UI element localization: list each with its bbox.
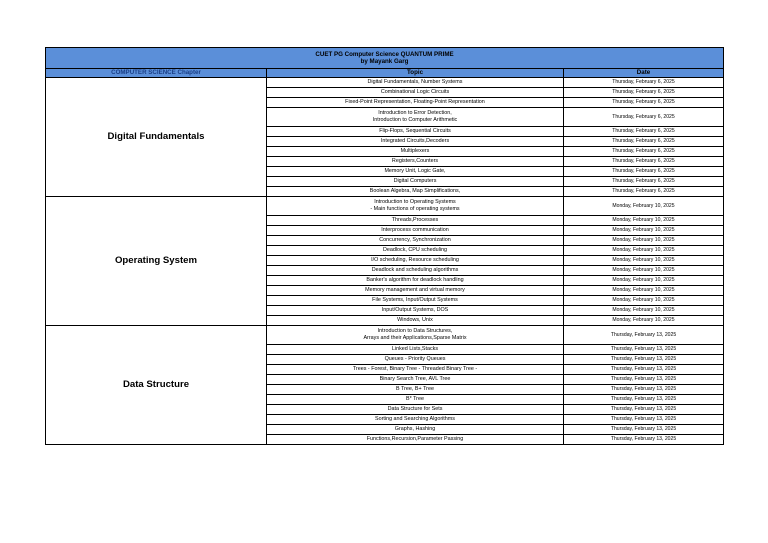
chapter-cell: Data Structure (46, 326, 267, 445)
topic-line: Memory management and virtual memory (365, 287, 465, 294)
date-cell: Monday, February 10, 2025 (564, 306, 724, 316)
date-cell: Monday, February 10, 2025 (564, 266, 724, 276)
topic-cell (267, 286, 564, 296)
topic-cell (267, 415, 564, 425)
topic-line: Binary Search Tree, AVL Tree (379, 376, 451, 383)
date-cell: Thursday, February 13, 2025 (564, 385, 724, 395)
date-cell: Monday, February 10, 2025 (564, 276, 724, 286)
date-cell: Thursday, February 13, 2025 (564, 326, 724, 345)
title-line-2: by Mayank Garg (360, 58, 409, 65)
topic-cell (267, 108, 564, 127)
date-cell: Thursday, February 13, 2025 (564, 425, 724, 435)
topic-cell (267, 127, 564, 137)
topic-line: Graphs, Hashing (394, 426, 436, 433)
topic-cell (267, 88, 564, 98)
topic-cell (267, 345, 564, 355)
topic-line: - Main functions of operating systems (370, 206, 460, 212)
topic-cell (267, 197, 564, 216)
header-date: Date (564, 69, 724, 78)
topic-line: Introduction to Operating Systems (374, 199, 456, 206)
topic-line: Digital Computers (393, 178, 437, 185)
topic-line: Multiplexers (400, 148, 430, 155)
topic-line: B Tree, B+ Tree (396, 386, 434, 393)
topic-cell (267, 246, 564, 256)
chapter-cell: Digital Fundamentals (46, 78, 267, 197)
topic-line: I/O scheduling, Resource scheduling (371, 257, 459, 264)
date-cell: Monday, February 10, 2025 (564, 296, 724, 306)
date-cell: Thursday, February 6, 2025 (564, 187, 724, 197)
topic-cell (267, 177, 564, 187)
topic-line: Concurrency, Synchronization (379, 237, 451, 244)
date-cell: Thursday, February 6, 2025 (564, 177, 724, 187)
date-cell: Thursday, February 13, 2025 (564, 355, 724, 365)
topic-line: Introduction to Error Detection, (378, 110, 452, 117)
topic-line: Boolean Algebra, Map Simplifications, (369, 188, 461, 195)
topic-line: Functions,Recursion,Parameter Passing (366, 436, 464, 443)
topic-cell (267, 375, 564, 385)
date-cell: Monday, February 10, 2025 (564, 286, 724, 296)
topic-line: Linked Lists,Stacks (391, 346, 439, 353)
date-cell: Thursday, February 6, 2025 (564, 137, 724, 147)
date-cell: Thursday, February 6, 2025 (564, 157, 724, 167)
date-cell: Thursday, February 13, 2025 (564, 405, 724, 415)
topic-cell (267, 147, 564, 157)
topic-cell (267, 266, 564, 276)
topic-cell (267, 216, 564, 226)
date-cell: Thursday, February 6, 2025 (564, 127, 724, 137)
topic-cell (267, 98, 564, 108)
schedule-sheet (45, 47, 723, 445)
topic-cell (267, 157, 564, 167)
topic-cell (267, 435, 564, 445)
date-cell: Thursday, February 13, 2025 (564, 375, 724, 385)
topic-line: File Systems, Input/Output Systems (372, 297, 458, 304)
date-cell: Thursday, February 13, 2025 (564, 415, 724, 425)
date-cell: Monday, February 10, 2025 (564, 197, 724, 216)
topic-line: Arrays and their Applications,Sparse Matrix (363, 335, 467, 341)
topic-cell (267, 385, 564, 395)
date-cell: Monday, February 10, 2025 (564, 216, 724, 226)
topic-line: Queues - Priority Queues (384, 356, 446, 363)
topic-line: Combinational Logic Circuits (380, 89, 450, 96)
topic-cell (267, 236, 564, 246)
date-cell: Monday, February 10, 2025 (564, 246, 724, 256)
date-cell: Thursday, February 13, 2025 (564, 395, 724, 405)
table-row (46, 78, 724, 88)
topic-cell (267, 326, 564, 345)
date-cell: Thursday, February 13, 2025 (564, 365, 724, 375)
topic-line: Memory Unit, Logic Gate, (384, 168, 446, 175)
topic-line: Deadlock, CPU scheduling (382, 247, 448, 254)
topic-line: Registers,Counters (391, 158, 439, 165)
topic-cell (267, 306, 564, 316)
topic-line: Threads,Processes (391, 217, 439, 224)
chapter-cell: Operating System (46, 197, 267, 326)
date-cell: Thursday, February 6, 2025 (564, 108, 724, 127)
topic-line: Deadlock and scheduling algorithms (371, 267, 459, 274)
topic-line: Introduction to Computer Arithmetic (372, 117, 458, 123)
topic-line: Input/Output Systems, DOS (381, 307, 449, 314)
topic-line: Fixed-Point Representation, Floating-Point Representation (345, 99, 485, 106)
topic-cell (267, 296, 564, 306)
topic-cell (267, 316, 564, 326)
date-cell: Thursday, February 6, 2025 (564, 88, 724, 98)
header-chapter: COMPUTER SCIENCE Chapter (46, 69, 267, 78)
topic-cell (267, 167, 564, 177)
date-cell: Thursday, February 6, 2025 (564, 98, 724, 108)
topic-line: Banker's algorithm for deadlock handling (366, 277, 464, 284)
topic-cell (267, 187, 564, 197)
date-cell: Thursday, February 13, 2025 (564, 345, 724, 355)
date-cell: Thursday, February 6, 2025 (564, 167, 724, 177)
header-topic: Topic (267, 69, 564, 78)
topic-line: Sorting and Searching Algorithms (374, 416, 455, 423)
topic-cell (267, 365, 564, 375)
topic-line: Integrated Circuits,Decoders (380, 138, 450, 145)
topic-cell (267, 137, 564, 147)
title-line-1: CUET PG Computer Science QUANTUM PRIME (315, 50, 454, 58)
topic-cell (267, 276, 564, 286)
date-cell: Thursday, February 13, 2025 (564, 435, 724, 445)
date-cell: Monday, February 10, 2025 (564, 226, 724, 236)
date-cell: Thursday, February 6, 2025 (564, 78, 724, 88)
topic-cell (267, 405, 564, 415)
topic-cell (267, 395, 564, 405)
header-row (46, 69, 724, 78)
topic-line: Flip-Flops, Sequential Circuits (379, 128, 451, 135)
date-cell: Monday, February 10, 2025 (564, 236, 724, 246)
topic-line: Introduction to Data Structures, (377, 328, 453, 335)
topic-cell (267, 355, 564, 365)
topic-line: B* Tree (406, 396, 424, 403)
topic-line: Interprocess communication (381, 227, 449, 234)
date-cell: Thursday, February 6, 2025 (564, 147, 724, 157)
topic-cell (267, 256, 564, 266)
topic-cell (267, 78, 564, 88)
date-cell: Monday, February 10, 2025 (564, 256, 724, 266)
topic-cell (267, 226, 564, 236)
sheet-title (46, 48, 724, 69)
topic-line: Windows, Unix (397, 317, 433, 324)
topic-cell (267, 425, 564, 435)
table-row (46, 326, 724, 345)
topic-line: Data Structure for Sets (387, 406, 443, 413)
title-row (46, 48, 724, 69)
table-row (46, 197, 724, 216)
topic-line: Trees - Forest, Binary Tree - Threaded Binary Tree - (352, 366, 478, 373)
topic-line: Digital Fundamentals, Number Systems (367, 79, 463, 86)
schedule-table (45, 47, 724, 445)
date-cell: Monday, February 10, 2025 (564, 316, 724, 326)
